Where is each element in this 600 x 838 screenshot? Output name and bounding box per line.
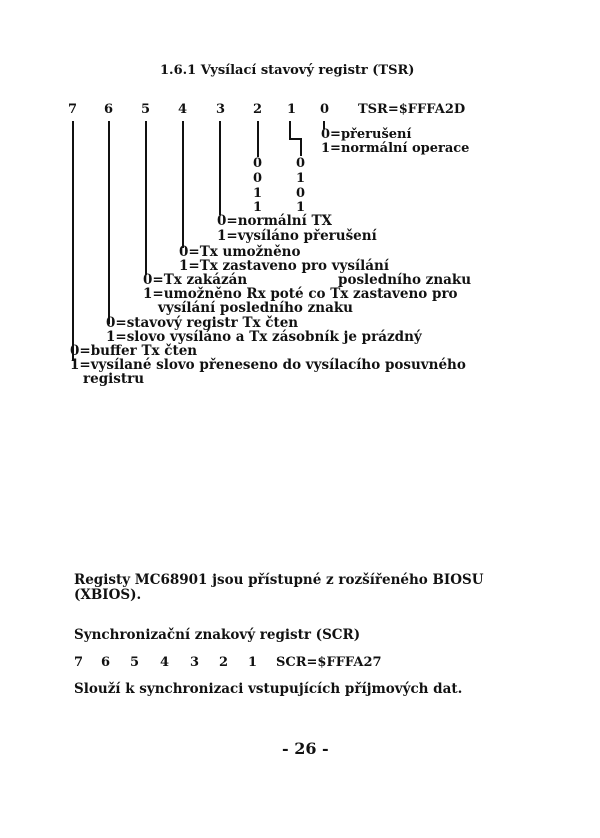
register-address: TSR=$FFFA2D — [358, 102, 466, 117]
bit4-desc-0-cont: posledního znaku — [338, 272, 472, 288]
bit6-desc-1: 1=slovo vysíláno a Tx zásobník je prázdný — [106, 329, 422, 345]
bit-number: 5 — [141, 102, 151, 117]
bit-number: 1 — [287, 102, 297, 117]
bit-number: 5 — [130, 655, 140, 670]
registry-note-line2: (XBIOS). — [74, 587, 142, 603]
bit-number: 2 — [219, 655, 229, 670]
value-cell: 1 — [253, 186, 263, 201]
bit-number: 3 — [190, 655, 200, 670]
bit2-desc-1: 1=vysíláno přerušení — [217, 228, 377, 244]
bit7-desc-0: 0=buffer Tx čten — [70, 343, 198, 359]
bit1-line — [257, 121, 259, 157]
bit3-desc-1: 1=Tx zastaveno pro vysílání — [179, 258, 389, 274]
bit0-desc-1: 1=normální operace — [321, 141, 470, 156]
bit2-desc-0: 0=normální TX — [217, 213, 332, 229]
bit-number: 0 — [320, 102, 330, 117]
section-heading: 1.6.1 Vysílací stavový registr (TSR) — [160, 63, 415, 78]
bit-number: 4 — [160, 655, 170, 670]
bit-1-line-a — [289, 121, 291, 139]
page-number: - 26 - — [282, 739, 329, 758]
bit-number: 6 — [101, 655, 111, 670]
bit3-line — [182, 121, 184, 248]
bit4-desc-1: 1=umožněno Rx poté co Tx zastaveno pro — [143, 286, 458, 302]
bit3-desc-0: 0=Tx umožněno — [179, 244, 301, 260]
bit-number: 7 — [74, 655, 84, 670]
bit-number: 4 — [178, 102, 188, 117]
value-cell: 0 — [253, 156, 263, 171]
bit2-line — [219, 121, 221, 215]
bit4-desc-2: vysílání posledního znaku — [158, 300, 353, 316]
register-address: SCR=$FFFA27 — [276, 655, 382, 670]
value-cell: 0 — [296, 186, 306, 201]
bit-number: 2 — [253, 102, 263, 117]
bit7-desc-2: registru — [83, 371, 145, 387]
bit0-desc-0: 0=přerušení — [321, 127, 412, 142]
bit7-desc-1: 1=vysílané slovo přeneseno do vysílacího posuvného — [70, 357, 466, 373]
value-cell: 0 — [296, 156, 306, 171]
bit-1-line-b — [300, 138, 302, 156]
bit-number: 6 — [104, 102, 114, 117]
value-cell: 1 — [296, 171, 306, 186]
value-cell: 0 — [253, 171, 263, 186]
bit4-line — [145, 121, 147, 275]
bit6-line — [108, 121, 110, 324]
scr-description: Slouží k synchronizaci vstupujících příjmových dat. — [74, 681, 463, 697]
bit-number: 7 — [68, 102, 78, 117]
bit6-desc-0: 0=stavový registr Tx čten — [106, 315, 299, 331]
value-cell: 1 — [296, 200, 306, 215]
bit4-desc-0: 0=Tx zakázán — [143, 272, 248, 288]
bit-number: 1 — [248, 655, 258, 670]
bit7-line — [72, 121, 74, 361]
registry-note-line1: Registy MC68901 jsou přístupné z rozšířeného BIOSU — [74, 572, 484, 588]
value-cell: 1 — [253, 200, 263, 215]
scr-heading: Synchronizační znakový registr (SCR) — [74, 627, 361, 643]
bit-number: 3 — [216, 102, 226, 117]
